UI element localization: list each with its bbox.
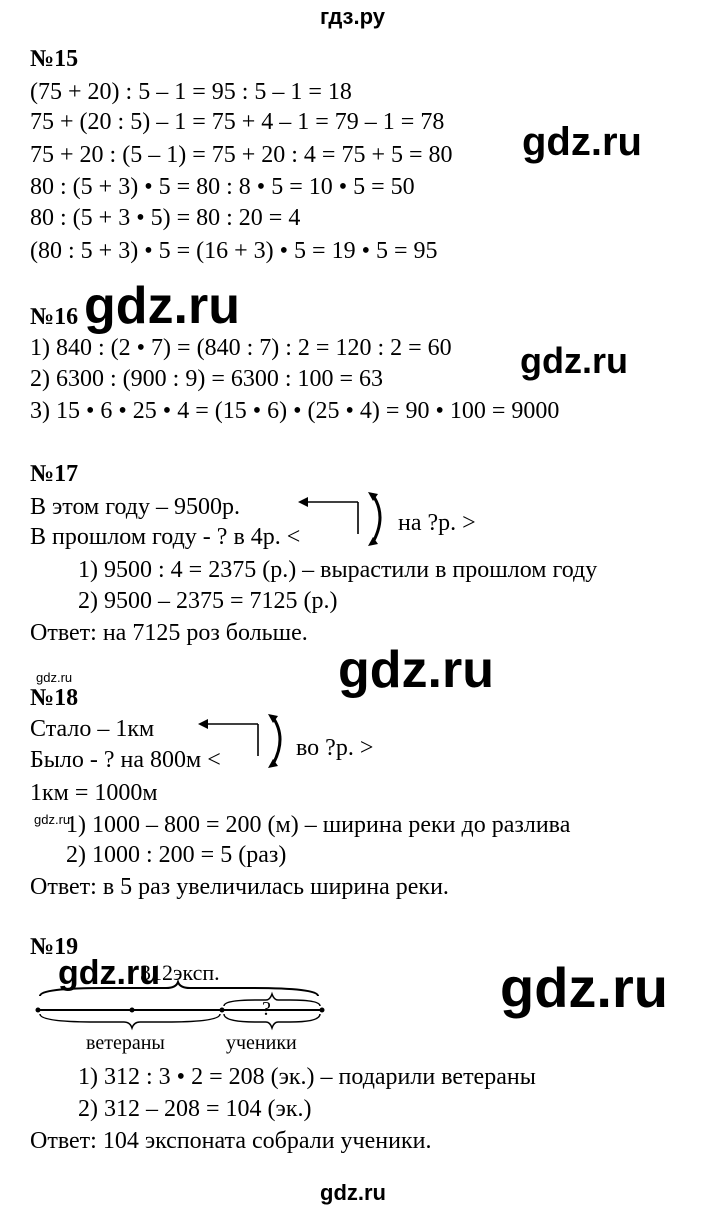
- task-19-step-2: 2) 312 – 208 = 104 (эк.): [78, 1096, 312, 1122]
- task-15-line-3: 75 + 20 : (5 – 1) = 75 + 20 : 4 = 75 + 5 = 80: [30, 142, 453, 168]
- task-15-line-4: 80 : (5 + 3) • 5 = 80 : 8 • 5 = 10 • 5 = 50: [30, 174, 415, 200]
- task-18-step-1: 1) 1000 – 800 = 200 (м) – ширина реки до разлива: [66, 812, 571, 838]
- task-18-heading: №18: [30, 685, 79, 711]
- task-17-condition-1: В этом году – 9500р.: [30, 494, 240, 520]
- task-17-answer: Ответ: на 7125 роз больше.: [30, 620, 308, 646]
- task-19-step-1: 1) 312 : 3 • 2 = 208 (эк.) – подарили ветераны: [78, 1064, 536, 1090]
- task-19-segment-students: ученики: [226, 1032, 297, 1054]
- task-17-heading: №17: [30, 461, 79, 487]
- task-15-line-6: (80 : 5 + 3) • 5 = (16 + 3) • 5 = 19 • 5 = 95: [30, 238, 438, 264]
- task-15-line-1: (75 + 20) : 5 – 1 = 95 : 5 – 1 = 18: [30, 79, 352, 105]
- task-19-total-label: 312эксп.: [140, 960, 220, 985]
- task-18-arrow-diagram: [196, 712, 296, 782]
- task-19-heading: №19: [30, 934, 79, 960]
- task-17-arrow-diagram: [296, 490, 396, 560]
- footer-site-name: gdz.ru: [320, 1180, 386, 1205]
- task-15-line-2: 75 + (20 : 5) – 1 = 75 + 4 – 1 = 79 – 1 = 78: [30, 109, 445, 135]
- task-18-condition-2: Было - ? на 800м <: [30, 747, 221, 773]
- task-19-segment-diagram: [36, 982, 336, 1032]
- watermark-small: gdz.ru: [36, 670, 73, 685]
- task-16-line-3: 3) 15 • 6 • 25 • 4 = (15 • 6) • (25 • 4) = 90 • 100 = 9000: [30, 398, 560, 424]
- task-17-step-2: 2) 9500 – 2375 = 7125 (р.): [78, 588, 338, 614]
- task-18-condition-1: Стало – 1км: [30, 716, 155, 742]
- task-17-step-1: 1) 9500 : 4 = 2375 (р.) – вырастили в прошлом году: [78, 557, 598, 583]
- task-18-answer: Ответ: в 5 раз увеличилась ширина реки.: [30, 874, 449, 900]
- task-16-line-1: 1) 840 : (2 • 7) = (840 : 7) : 2 = 120 : 2 = 60: [30, 335, 452, 361]
- task-17-brace-label: на ?р. >: [398, 510, 476, 536]
- task-18-conversion: 1км = 1000м: [30, 780, 158, 806]
- watermark: gdz.ru: [520, 340, 628, 381]
- header-site-name: гдз.ру: [320, 4, 385, 29]
- watermark: gdz.ru: [338, 641, 494, 699]
- task-19-unknown-part: ?: [262, 998, 271, 1020]
- task-19-answer: Ответ: 104 экспоната собрали ученики.: [30, 1128, 432, 1154]
- task-19-segment-veterans: ветераны: [86, 1032, 165, 1054]
- task-16-line-2: 2) 6300 : (900 : 9) = 6300 : 100 = 63: [30, 366, 384, 392]
- watermark: gdz.ru: [522, 120, 642, 164]
- watermark: gdz.ru: [58, 954, 160, 992]
- task-18-step-2: 2) 1000 : 200 = 5 (раз): [66, 842, 287, 868]
- watermark-small: gdz.ru: [34, 812, 71, 827]
- task-15-heading: №15: [30, 46, 79, 72]
- task-15-line-5: 80 : (5 + 3 • 5) = 80 : 20 = 4: [30, 205, 301, 231]
- task-16-heading: №16: [30, 304, 79, 330]
- watermark: gdz.ru: [500, 956, 668, 1019]
- task-17-condition-2: В прошлом году - ? в 4р. <: [30, 524, 301, 550]
- watermark: gdz.ru: [84, 277, 240, 335]
- task-18-brace-label: во ?р. >: [296, 735, 374, 761]
